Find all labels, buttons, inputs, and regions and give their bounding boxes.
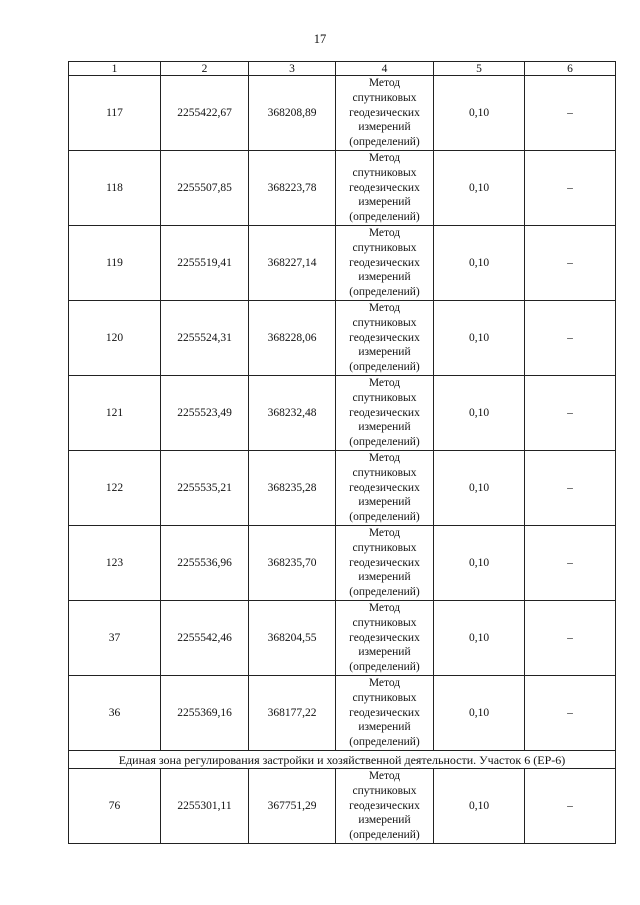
y-coordinate-cell: 367751,29 [249,769,336,844]
note-cell: – [525,376,616,451]
note-cell: – [525,451,616,526]
note-cell: – [525,601,616,676]
accuracy-cell: 0,10 [434,526,525,601]
note-cell: – [525,676,616,751]
header-row [69,62,616,76]
column-header-4: 4 [336,62,434,76]
y-coordinate-cell: 368223,78 [249,151,336,226]
y-coordinate-cell: 368208,89 [249,76,336,151]
accuracy-cell: 0,10 [434,676,525,751]
x-coordinate-cell: 2255519,41 [161,226,249,301]
y-coordinate-cell: 368232,48 [249,376,336,451]
y-coordinate-cell: 368204,55 [249,601,336,676]
x-coordinate-cell: 2255422,67 [161,76,249,151]
method-cell: Метод спутниковых геодезических измерений (определений) [336,226,434,301]
accuracy-cell: 0,10 [434,769,525,844]
section-title: Единая зона регулирования застройки и хозяйственной деятельности. Участок 6 (ЕР-6) [69,751,616,769]
y-coordinate-cell: 368235,70 [249,526,336,601]
column-header-6: 6 [525,62,616,76]
x-coordinate-cell: 2255542,46 [161,601,249,676]
column-header-1: 1 [69,62,161,76]
note-cell: – [525,769,616,844]
table-row [69,376,616,451]
accuracy-cell: 0,10 [434,451,525,526]
accuracy-cell: 0,10 [434,376,525,451]
coordinates-table [68,61,616,844]
x-coordinate-cell: 2255507,85 [161,151,249,226]
method-cell: Метод спутниковых геодезических измерений (определений) [336,376,434,451]
table-row [69,526,616,601]
y-coordinate-cell: 368228,06 [249,301,336,376]
point-number-cell: 119 [69,226,161,301]
x-coordinate-cell: 2255524,31 [161,301,249,376]
point-number-cell: 121 [69,376,161,451]
table-row [69,76,616,151]
table-row [69,151,616,226]
method-cell: Метод спутниковых геодезических измерений (определений) [336,769,434,844]
table-body [69,76,616,844]
method-cell: Метод спутниковых геодезических измерений (определений) [336,526,434,601]
note-cell: – [525,301,616,376]
accuracy-cell: 0,10 [434,151,525,226]
method-cell: Метод спутниковых геодезических измерений (определений) [336,151,434,226]
column-header-3: 3 [249,62,336,76]
point-number-cell: 118 [69,151,161,226]
table-row [69,676,616,751]
method-cell: Метод спутниковых геодезических измерений (определений) [336,601,434,676]
accuracy-cell: 0,10 [434,601,525,676]
accuracy-cell: 0,10 [434,76,525,151]
point-number-cell: 122 [69,451,161,526]
y-coordinate-cell: 368177,22 [249,676,336,751]
method-cell: Метод спутниковых геодезических измерений (определений) [336,301,434,376]
y-coordinate-cell: 368235,28 [249,451,336,526]
note-cell: – [525,151,616,226]
section-title-row [69,751,616,769]
accuracy-cell: 0,10 [434,226,525,301]
x-coordinate-cell: 2255301,11 [161,769,249,844]
point-number-cell: 76 [69,769,161,844]
x-coordinate-cell: 2255535,21 [161,451,249,526]
table-row [69,769,616,844]
point-number-cell: 120 [69,301,161,376]
point-number-cell: 117 [69,76,161,151]
table-row [69,451,616,526]
method-cell: Метод спутниковых геодезических измерений (определений) [336,676,434,751]
table-row [69,601,616,676]
table-row [69,301,616,376]
table-row [69,226,616,301]
page-number: 17 [313,32,327,46]
method-cell: Метод спутниковых геодезических измерений (определений) [336,451,434,526]
method-cell: Метод спутниковых геодезических измерений (определений) [336,76,434,151]
point-number-cell: 123 [69,526,161,601]
x-coordinate-cell: 2255536,96 [161,526,249,601]
column-header-5: 5 [434,62,525,76]
accuracy-cell: 0,10 [434,301,525,376]
point-number-cell: 36 [69,676,161,751]
x-coordinate-cell: 2255369,16 [161,676,249,751]
column-header-2: 2 [161,62,249,76]
point-number-cell: 37 [69,601,161,676]
note-cell: – [525,526,616,601]
note-cell: – [525,226,616,301]
y-coordinate-cell: 368227,14 [249,226,336,301]
note-cell: – [525,76,616,151]
x-coordinate-cell: 2255523,49 [161,376,249,451]
